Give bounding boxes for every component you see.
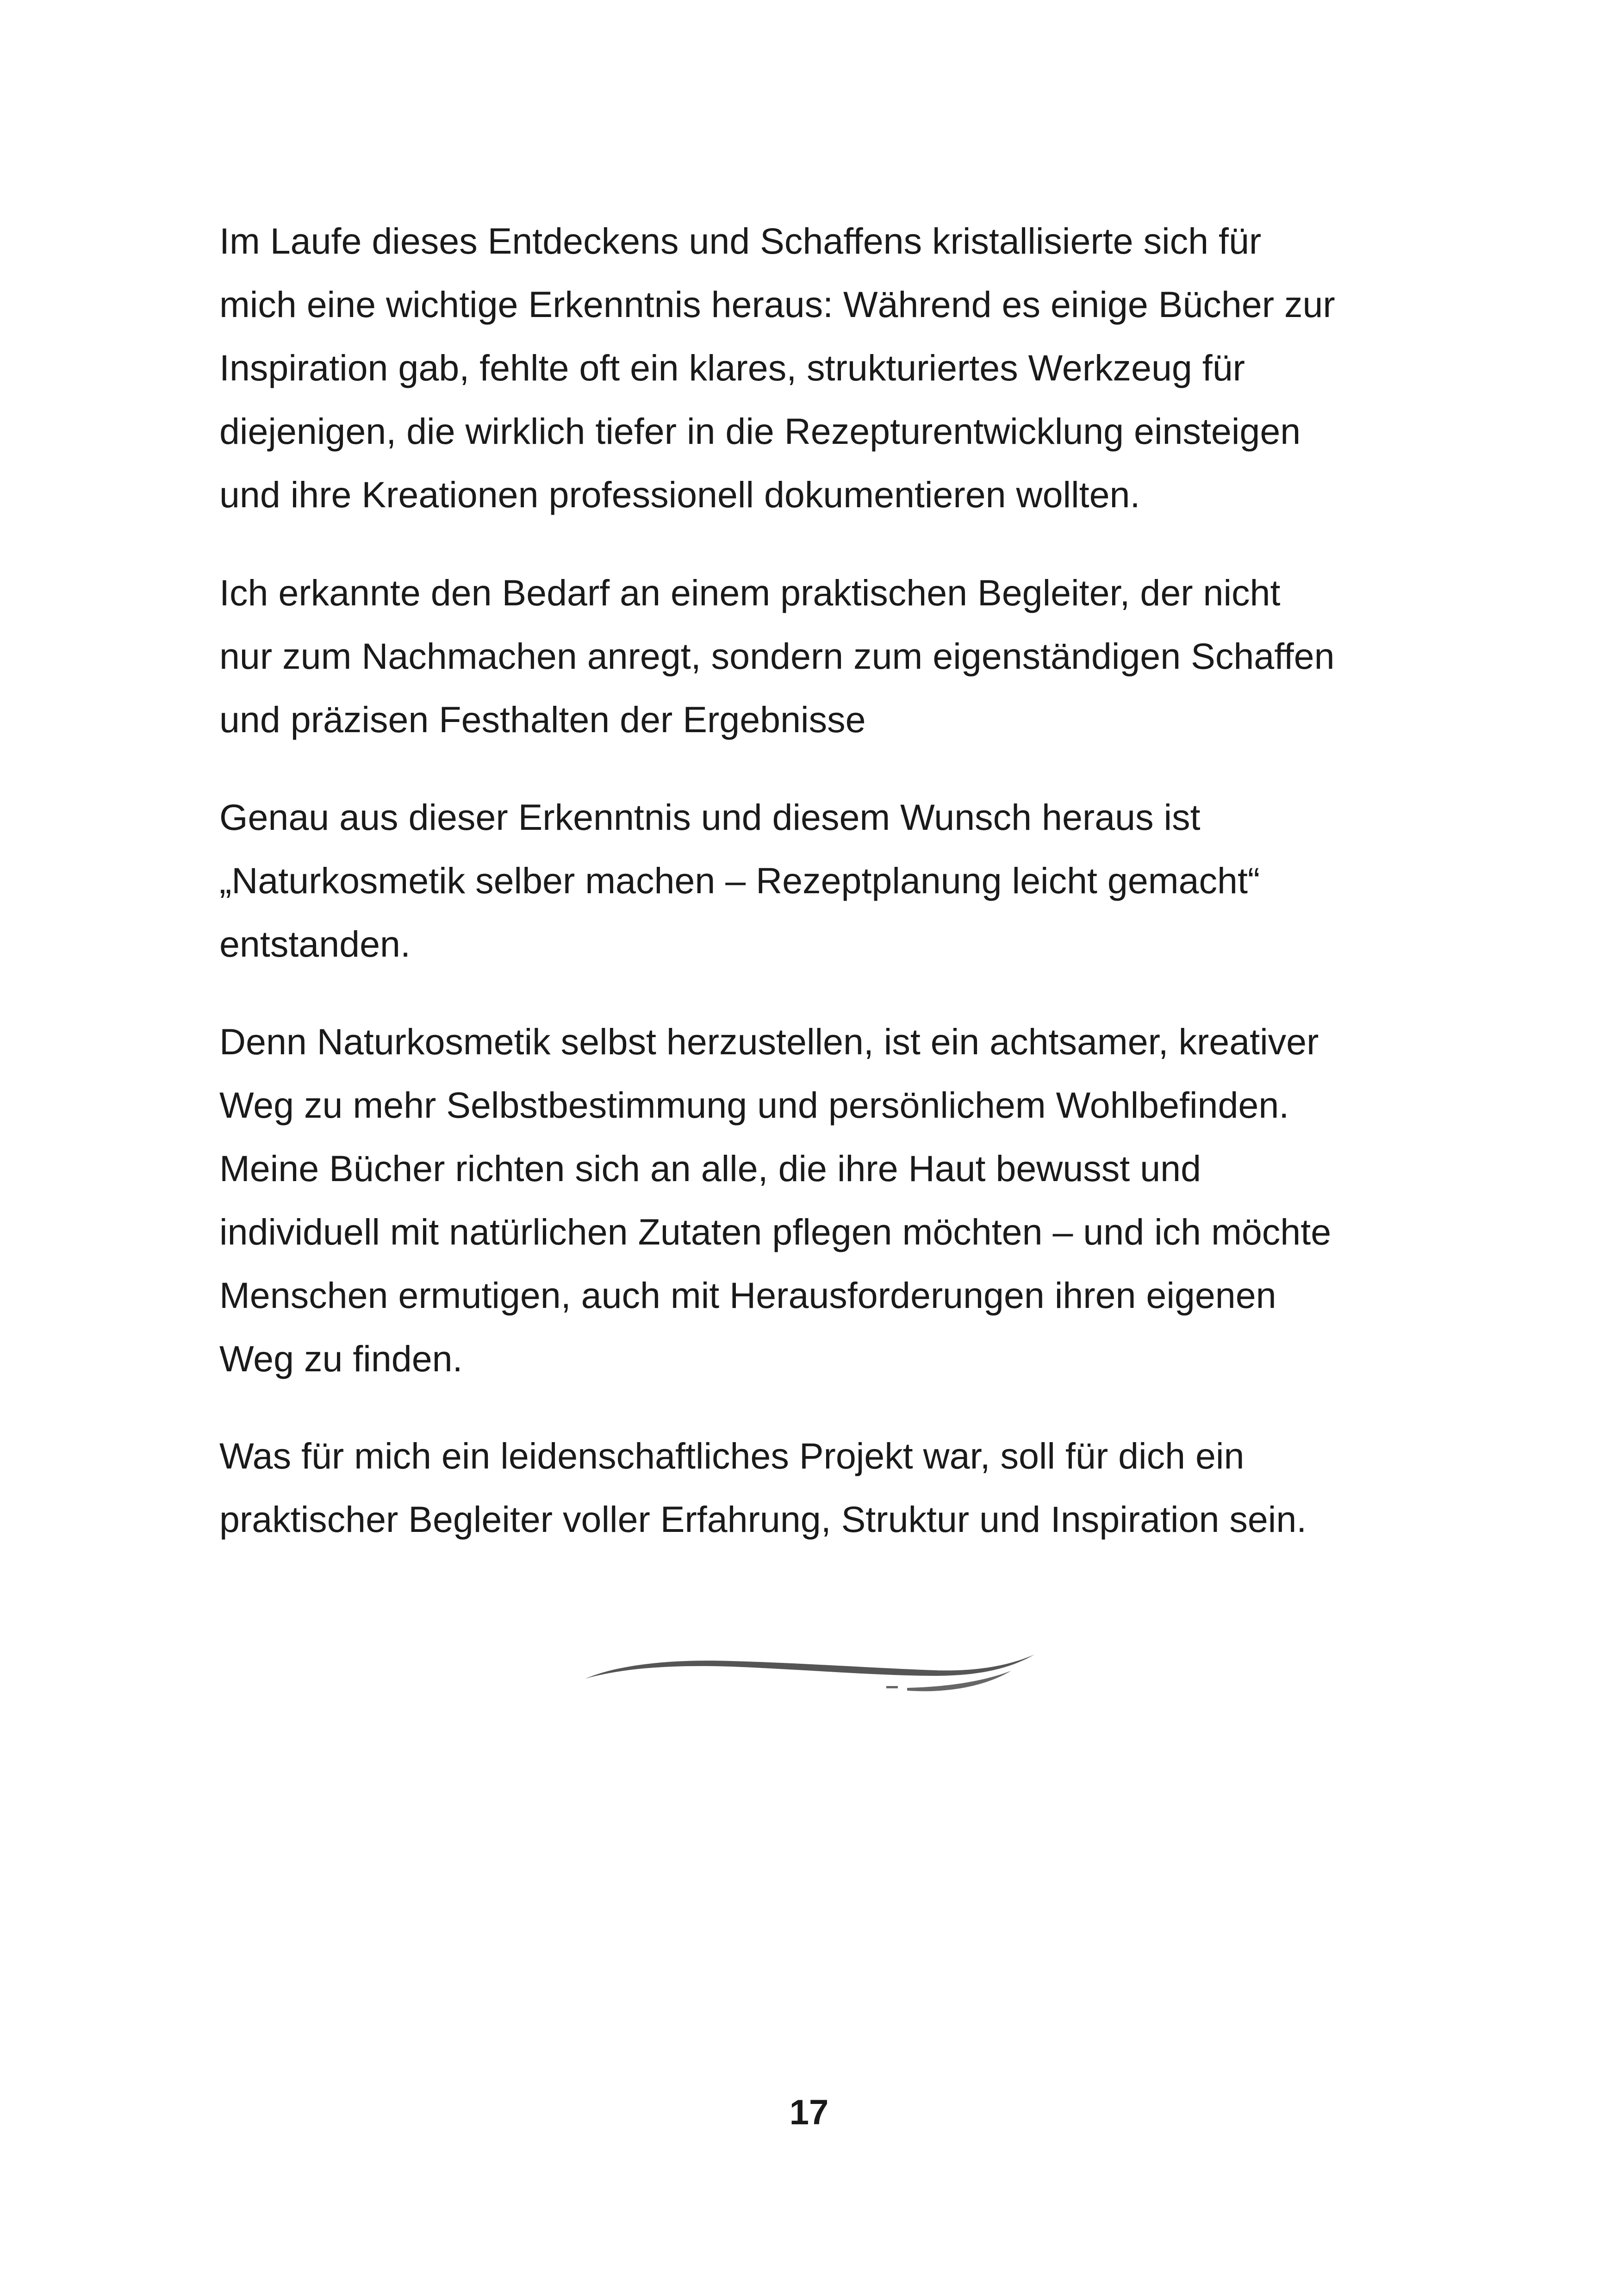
paragraph: Im Laufe dieses Entdeckens und Schaffens kristallisierte sich für mich eine wichtige Erkenntnis heraus: Während es einige Bücher zur Inspiration gab, fehlte oft ein klares, strukturiertes Werkzeug für diejenigen, die wirklich tiefer in die Rezepturentwicklung einsteigen und ihre Kreationen professionell dokumentieren wollten.	[219, 220, 1335, 515]
paragraph: Genau aus dieser Erkenntnis und diesem Wunsch heraus ist „Naturkosmetik selber machen – Rezeptplanung leicht gemacht“ entstanden.	[219, 796, 1260, 964]
paragraph: Denn Naturkosmetik selbst herzustellen, ist ein achtsamer, kreativer Weg zu mehr Selbstbestimmung und persönlichem Wohlbefinden. Meine Bücher richten sich an alle, die ihre Haut bewusst und individuell mit natürlichen Zutaten pflegen möchten – und ich möchte Menschen ermutigen, auch mit Herausforderungen ihren eigenen Weg zu finden.	[219, 1021, 1332, 1379]
paragraph: Ich erkannte den Bedarf an einem praktischen Begleiter, der nicht nur zum Nachmachen anregt, sondern zum eigenständigen Schaffen und präzisen Festhalten der Ergebnisse	[219, 572, 1335, 740]
page-number: 17	[789, 2093, 829, 2132]
paragraph: Was für mich ein leidenschaftliches Projekt war, soll für dich ein praktischer Begleiter voller Erfahrung, Struktur und Inspiration sein.	[219, 1435, 1307, 1540]
swash-divider-icon	[583, 1645, 1037, 1705]
